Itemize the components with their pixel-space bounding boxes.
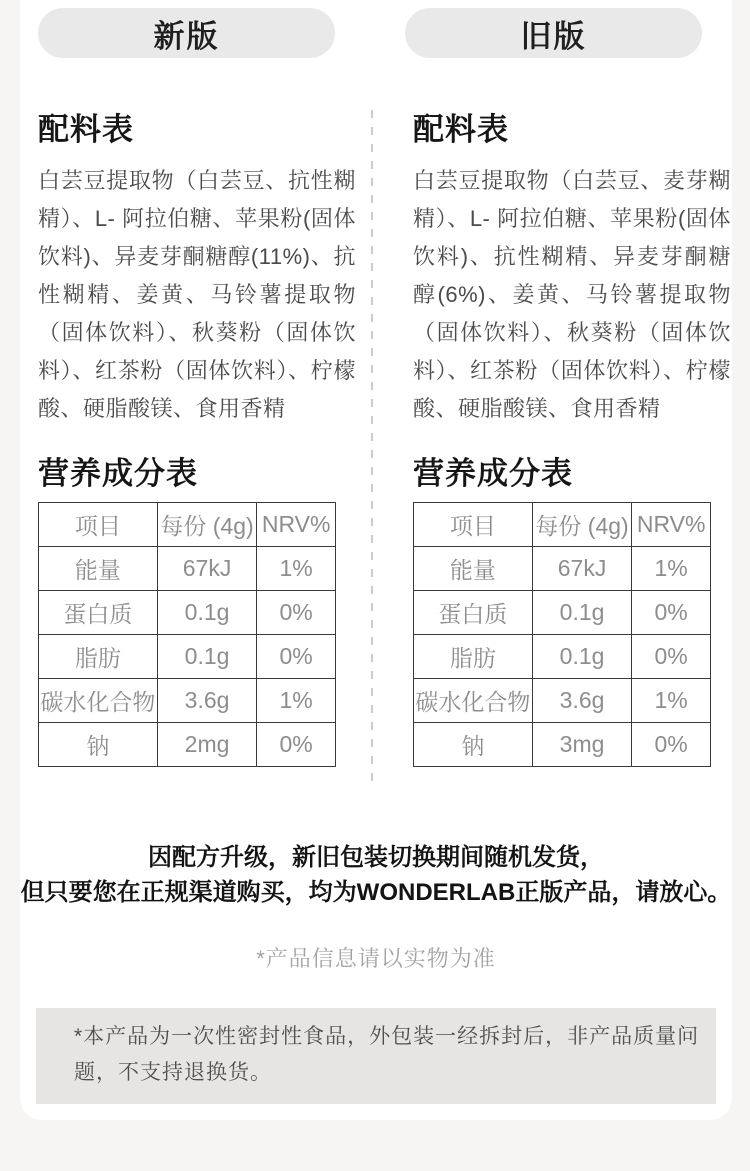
cell-sodium-nrv: 0% (257, 723, 336, 767)
product-info-card (20, 0, 732, 1120)
ingredients-text-old: 白芸豆提取物（白芸豆、麦芽糊精）、L- 阿拉伯糖、苹果粉(固体饮料)、抗性糊精、异麦芽酮糖醇(6%)、姜黄、马铃薯提取物（固体饮料）、秋葵粉（固体饮料）、红茶粉（固体饮料）、柠檬酸、硬脂酸镁、食用香精 (413, 168, 731, 421)
cell-protein-value: 0.1g (532, 591, 631, 635)
cell-protein-value: 0.1g (157, 591, 256, 635)
table-row (414, 679, 711, 723)
product-info-footnote: *产品信息请以实物为准 (256, 946, 496, 971)
nutrition-table-new (38, 502, 336, 767)
return-policy-disclaimer-text: *本产品为一次性密封性食品，外包装一经拆封后，非产品质量问题，不支持退换货。 (74, 1025, 700, 1084)
ingredients-title-new: 配料表 (38, 112, 134, 147)
tab-old-version[interactable] (405, 8, 702, 58)
nutrition-title-new: 营养成分表 (38, 456, 198, 491)
cell-fat-value: 0.1g (157, 635, 256, 679)
dashed-column-divider (371, 110, 373, 782)
table-header-per-serving: 每份 (4g) (532, 503, 631, 547)
cell-fat-label: 脂肪 (39, 635, 158, 679)
cell-energy-value: 67kJ (157, 547, 256, 591)
cell-fat-nrv: 0% (257, 635, 336, 679)
cell-carb-label: 碳水化合物 (414, 679, 533, 723)
cell-carb-value: 3.6g (157, 679, 256, 723)
table-header-nrv: NRV% (632, 503, 711, 547)
table-header-item: 项目 (39, 503, 158, 547)
table-header-row (39, 503, 336, 547)
notice-line-2: 但只要您在正规渠道购买，均为WONDERLAB正版产品，请放心。 (20, 879, 732, 906)
cell-protein-label: 蛋白质 (39, 591, 158, 635)
cell-carb-nrv: 1% (632, 679, 711, 723)
packaging-switch-notice (20, 840, 732, 910)
notice-line-1: 因配方升级，新旧包装切换期间随机发货， (148, 844, 604, 871)
cell-fat-label: 脂肪 (414, 635, 533, 679)
table-row (39, 547, 336, 591)
table-header-per-serving: 每份 (4g) (157, 503, 256, 547)
column-new-version (38, 104, 356, 784)
table-row (414, 635, 711, 679)
column-old-version (413, 104, 731, 784)
nutrition-title-old: 营养成分表 (413, 456, 573, 491)
tab-old-version-label: 旧版 (520, 18, 587, 54)
table-row (39, 635, 336, 679)
nutrition-table-old (413, 502, 711, 767)
tab-new-version[interactable] (38, 8, 335, 58)
cell-energy-label: 能量 (39, 547, 158, 591)
cell-fat-nrv: 0% (632, 635, 711, 679)
cell-protein-nrv: 0% (632, 591, 711, 635)
cell-protein-nrv: 0% (257, 591, 336, 635)
table-row (39, 591, 336, 635)
cell-sodium-nrv: 0% (632, 723, 711, 767)
table-row (414, 547, 711, 591)
table-row (414, 723, 711, 767)
cell-sodium-value: 3mg (532, 723, 631, 767)
table-header-row (414, 503, 711, 547)
cell-fat-value: 0.1g (532, 635, 631, 679)
cell-energy-nrv: 1% (632, 547, 711, 591)
table-header-nrv: NRV% (257, 503, 336, 547)
cell-carb-nrv: 1% (257, 679, 336, 723)
cell-sodium-label: 钠 (414, 723, 533, 767)
cell-energy-value: 67kJ (532, 547, 631, 591)
tab-new-version-label: 新版 (153, 18, 220, 54)
table-header-item: 项目 (414, 503, 533, 547)
table-row (39, 679, 336, 723)
cell-energy-nrv: 1% (257, 547, 336, 591)
return-policy-disclaimer-box (36, 1008, 716, 1104)
cell-carb-value: 3.6g (532, 679, 631, 723)
ingredients-title-old: 配料表 (413, 112, 509, 147)
cell-sodium-value: 2mg (157, 723, 256, 767)
table-row (414, 591, 711, 635)
cell-sodium-label: 钠 (39, 723, 158, 767)
cell-carb-label: 碳水化合物 (39, 679, 158, 723)
table-row (39, 723, 336, 767)
cell-protein-label: 蛋白质 (414, 591, 533, 635)
ingredients-text-new: 白芸豆提取物（白芸豆、抗性糊精）、L- 阿拉伯糖、苹果粉(固体饮料)、异麦芽酮糖醇(11%)、抗性糊精、姜黄、马铃薯提取物（固体饮料）、秋葵粉（固体饮料）、红茶粉（固体饮料）、柠檬酸、硬脂酸镁、食用香精 (38, 168, 356, 421)
cell-energy-label: 能量 (414, 547, 533, 591)
